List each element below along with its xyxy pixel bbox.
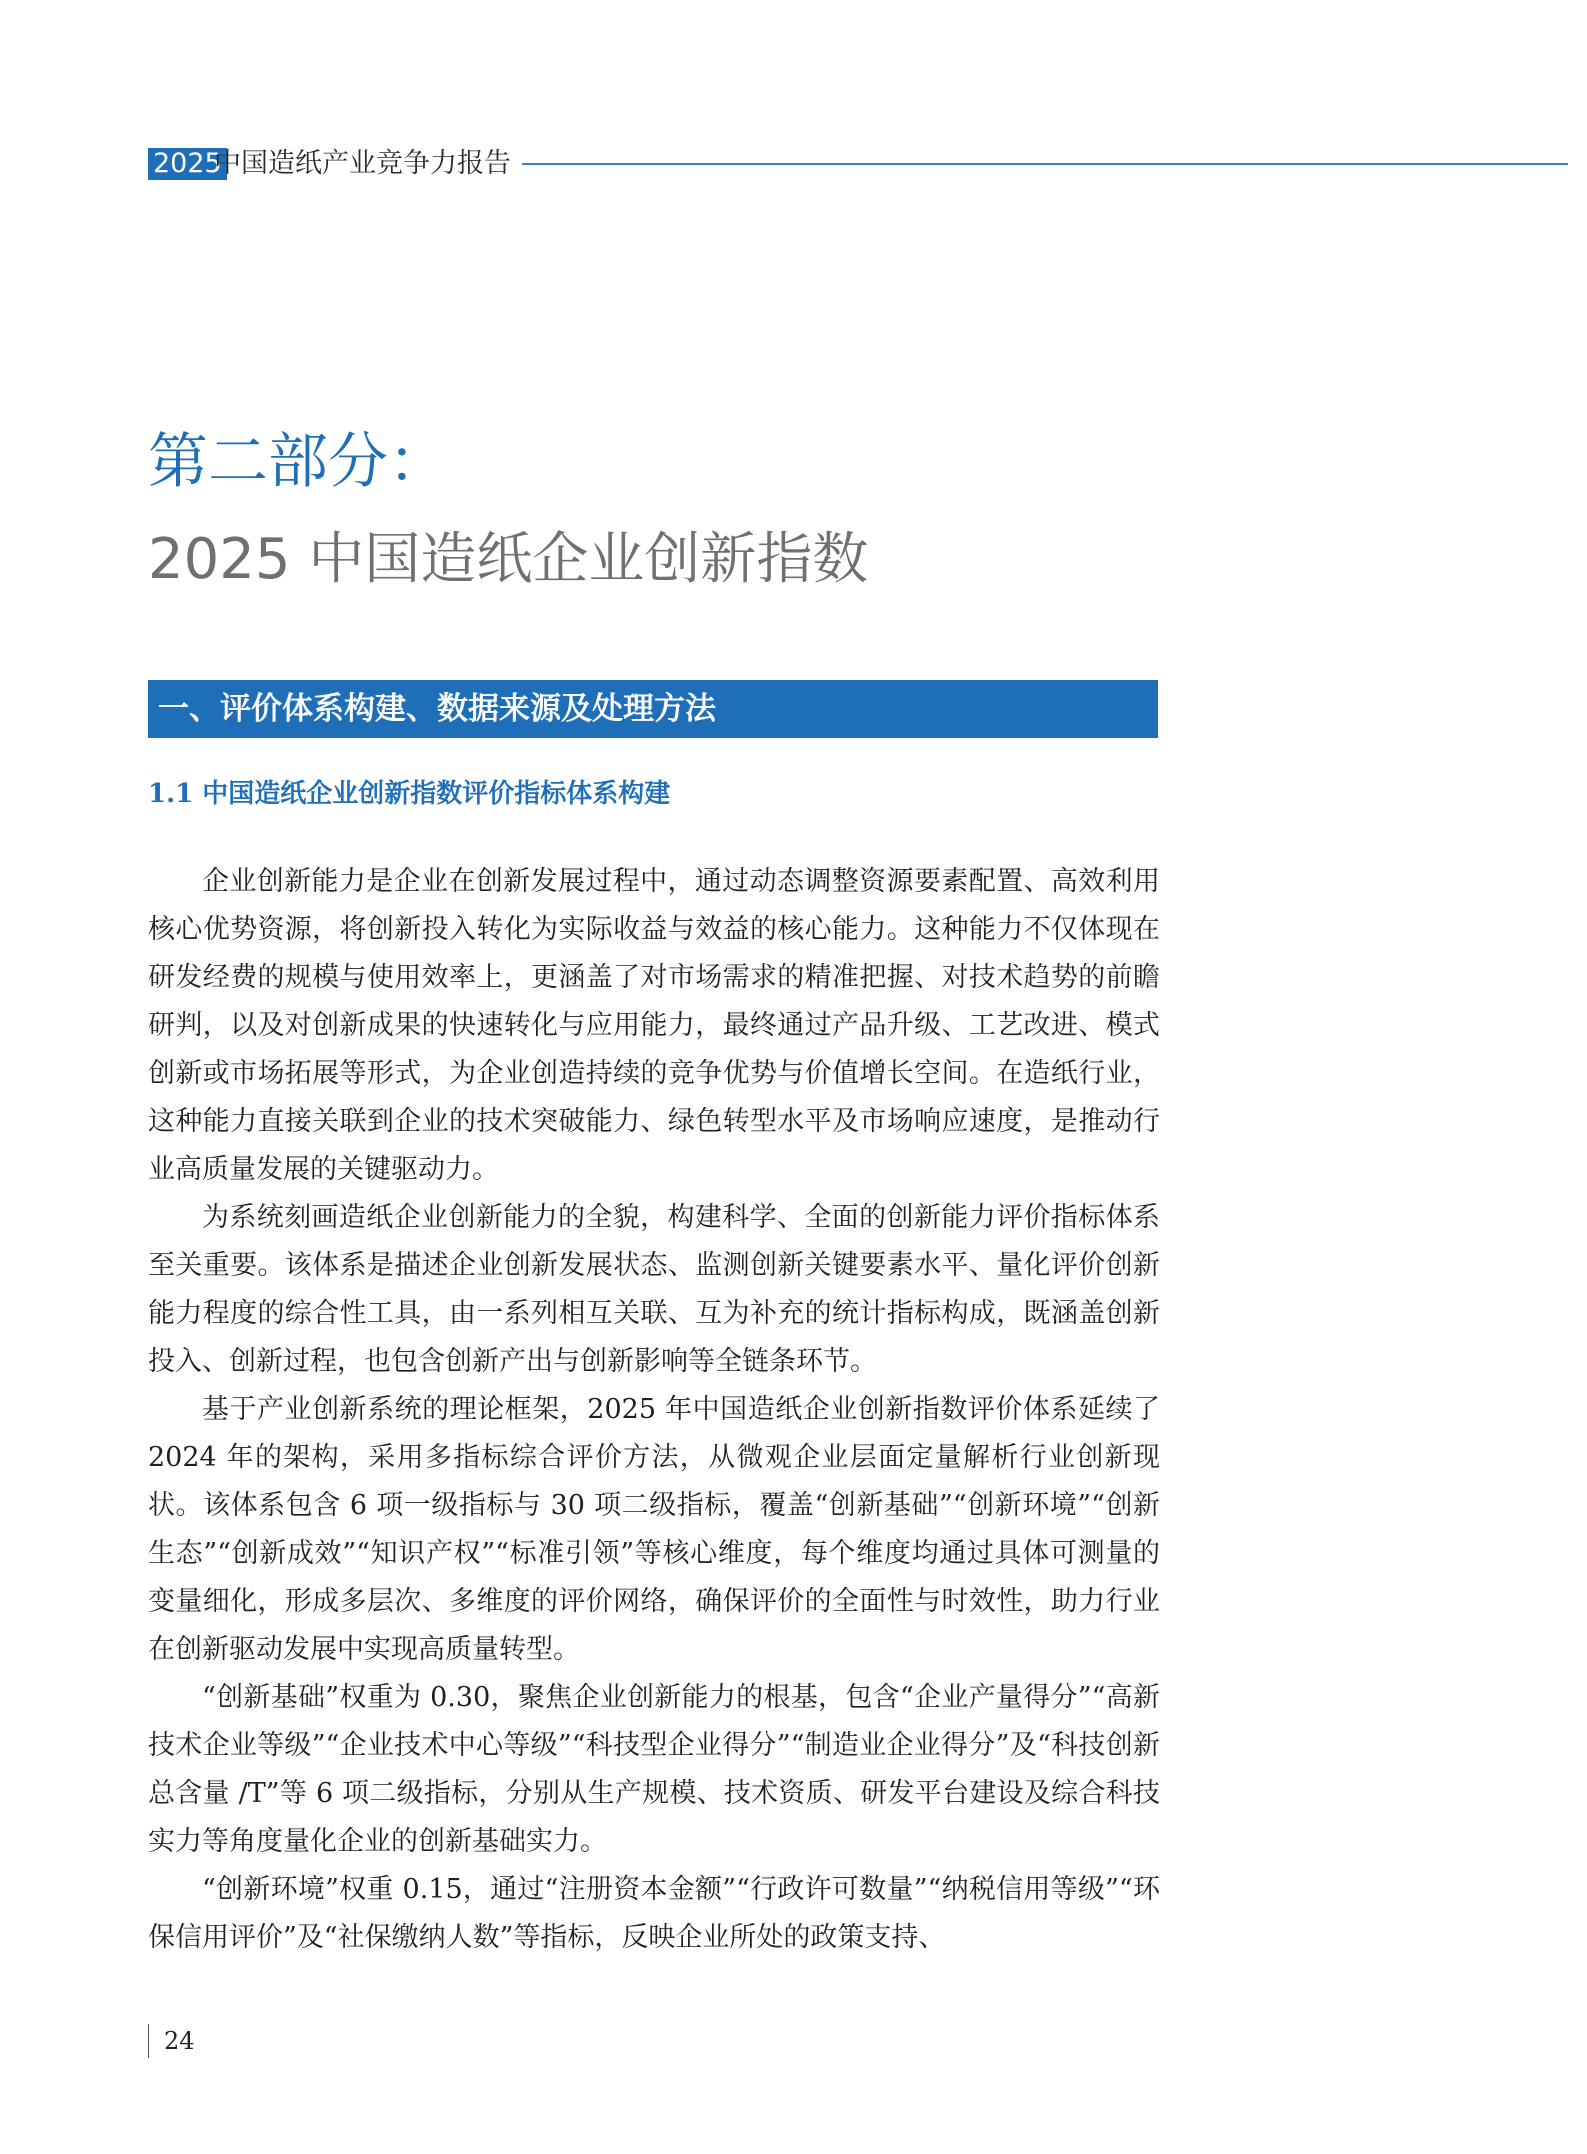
header-title: 中国造纸产业竞争力报告	[214, 148, 511, 179]
paragraph: “创新基础”权重为 0.30，聚焦企业创新能力的根基，包含“企业产量得分”“高新技术企业等级”“企业技术中心等级”“科技型企业得分”“制造业企业得分”及“科技创新总含量 /T”等 6 项二级指标，分别从生产规模、技术资质、研发平台建设及综合科技实力等角度量化企业的创新基础实力。	[148, 1682, 1160, 1857]
paragraph: “创新环境”权重 0.15，通过“注册资本金额”“行政许可数量”“纳税信用等级”“环保信用评价”及“社保缴纳人数”等指标，反映企业所处的政策支持、	[148, 1874, 1160, 1953]
subsection-title: 1.1 中国造纸企业创新指数评价指标体系构建	[148, 779, 671, 809]
running-header	[148, 146, 1568, 186]
footer-divider	[148, 2024, 149, 2058]
section-title: 一、评价体系构建、数据来源及处理方法	[158, 691, 716, 727]
section-heading-bar	[148, 680, 1158, 738]
header-rule	[522, 163, 1568, 165]
paragraph: 为系统刻画造纸企业创新能力的全貌，构建科学、全面的创新能力评价指标体系至关重要。该体系是描述企业创新发展状态、监测创新关键要素水平、量化评价创新能力程度的综合性工具，由一系列相互关联、互为补充的统计指标构成，既涵盖创新投入、创新过程，也包含创新产出与创新影响等全链条环节。	[148, 1202, 1160, 1377]
paragraph: 企业创新能力是企业在创新发展过程中，通过动态调整资源要素配置、高效利用核心优势资源，将创新投入转化为实际收益与效益的核心能力。这种能力不仅体现在研发经费的规模与使用效率上，更涵盖了对市场需求的精准把握、对技术趋势的前瞻研判，以及对创新成果的快速转化与应用能力，最终通过产品升级、工艺改进、模式创新或市场拓展等形式，为企业创造持续的竞争优势与价值增长空间。在造纸行业，这种能力直接关联到企业的技术突破能力、绿色转型水平及市场响应速度，是推动行业高质量发展的关键驱动力。	[148, 866, 1160, 1185]
paragraph: 基于产业创新系统的理论框架，2025 年中国造纸企业创新指数评价体系延续了 2024 年的架构，采用多指标综合评价方法，从微观企业层面定量解析行业创新现状。该体系包含 6 项一级指标与 30 项二级指标，覆盖“创新基础”“创新环境”“创新生态”“创新成效”“知识产权”“标准引领”等核心维度，每个维度均通过具体可测量的变量细化，形成多层次、多维度的评价网络，确保评价的全面性与时效性，助力行业在创新驱动发展中实现高质量转型。	[148, 1394, 1160, 1665]
part-title: 第二部分：	[148, 427, 448, 497]
body-text	[148, 858, 1160, 1962]
page-number: 24	[164, 2027, 195, 2055]
header-year-badge: 2025	[148, 148, 227, 180]
part-subtitle: 2025 中国造纸企业创新指数	[148, 527, 869, 592]
